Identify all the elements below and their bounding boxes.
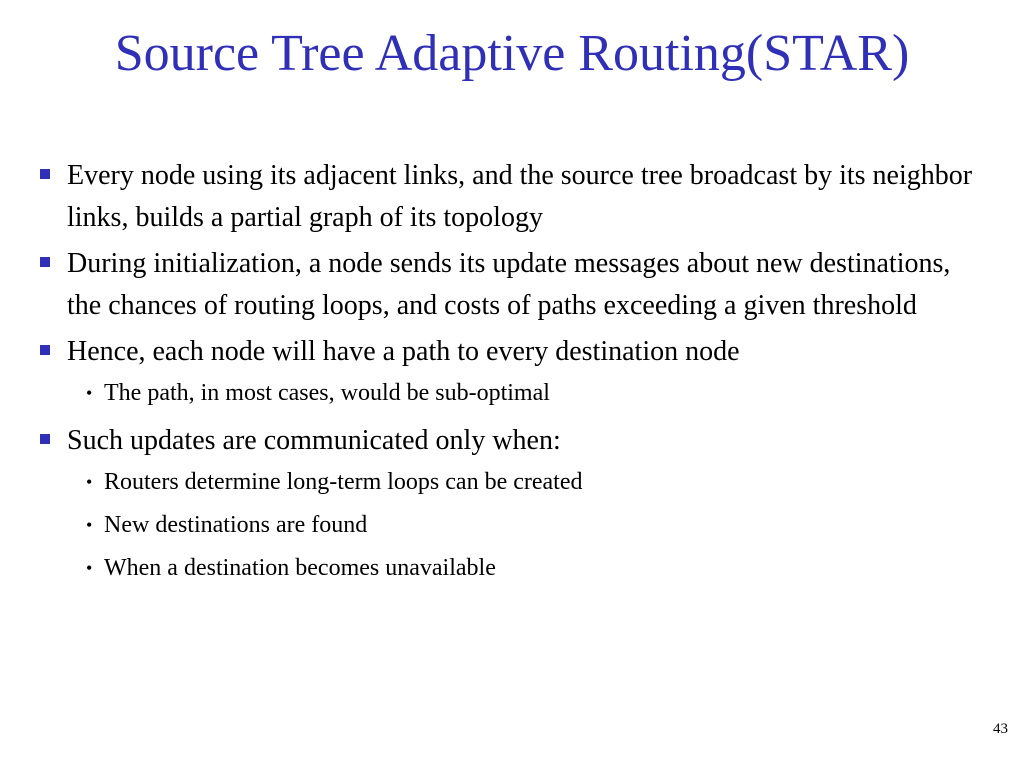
dot-bullet-icon: • xyxy=(86,515,93,535)
sub-bullet-item xyxy=(40,376,980,410)
bullet-text: Hence, each node will have a path to every destination node xyxy=(67,336,740,367)
bullet-item xyxy=(40,243,980,327)
bullet-item xyxy=(40,331,980,373)
bullet-item xyxy=(40,420,980,462)
bullet-item xyxy=(40,155,980,239)
sub-bullet-text: When a destination becomes unavailable xyxy=(104,555,496,581)
sub-bullet-text: The path, in most cases, would be sub-optimal xyxy=(104,380,550,406)
sub-bullet-text: New destinations are found xyxy=(104,512,368,538)
dot-bullet-icon: • xyxy=(86,383,93,403)
dot-bullet-icon: • xyxy=(86,558,93,578)
square-bullet-icon xyxy=(40,345,50,355)
bullet-list xyxy=(40,155,980,595)
bullet-text: During initialization, a node sends its update messages about new destinations, the chances of routing loops, and costs of paths exceeding a given threshold xyxy=(67,248,951,321)
bullet-text: Such updates are communicated only when: xyxy=(67,425,561,456)
square-bullet-icon xyxy=(40,257,50,267)
sub-bullet-item xyxy=(40,508,980,542)
page-number: 43 xyxy=(993,721,1008,737)
sub-bullet-item xyxy=(40,551,980,585)
sub-bullet-text: Routers determine long-term loops can be created xyxy=(104,469,583,495)
slide-title: Source Tree Adaptive Routing(STAR) xyxy=(114,25,910,82)
bullet-text: Every node using its adjacent links, and the source tree broadcast by its neighbor links, builds a partial graph of its topology xyxy=(67,160,973,233)
square-bullet-icon xyxy=(40,434,50,444)
dot-bullet-icon: • xyxy=(86,472,93,492)
sub-bullet-item xyxy=(40,465,980,499)
square-bullet-icon xyxy=(40,169,50,179)
